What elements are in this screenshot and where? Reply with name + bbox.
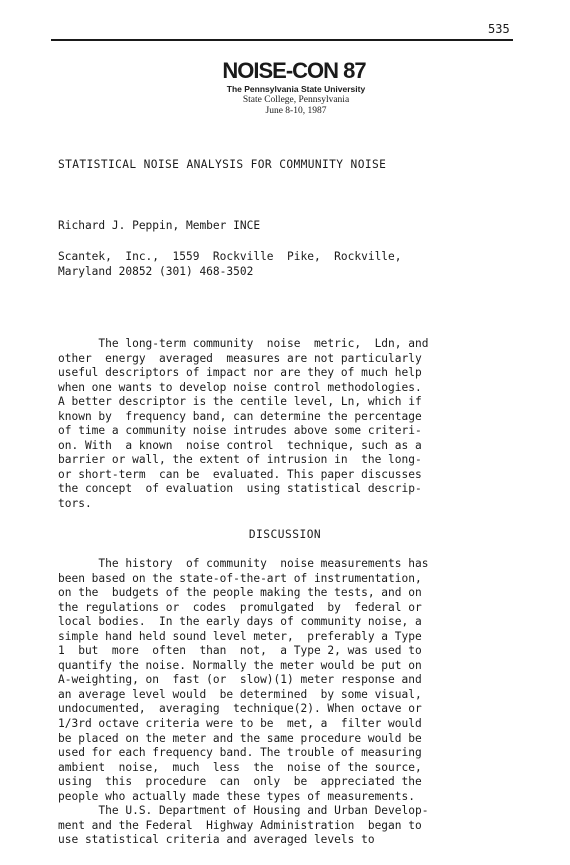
conference-dates: June 8-10, 1987	[265, 106, 327, 116]
conference-university: The Pennsylvania State University	[226, 84, 366, 94]
text-line: the regulations or codes promulgated by federal or	[58, 600, 422, 614]
text-line: A-weighting, on fast (or slow)(1) meter response and	[58, 673, 422, 687]
text-line: been based on the state-of-the-art of instrumentation,	[58, 571, 422, 585]
author-line: Richard J. Peppin, Member INCE	[58, 219, 261, 232]
abstract	[58, 337, 512, 512]
text-line: Maryland 20852 (301) 468-3502	[58, 264, 254, 278]
paper-title: STATISTICAL NOISE ANALYSIS FOR COMMUNITY NOISE	[58, 158, 387, 171]
conference-title: NOISE-CON 87	[222, 58, 366, 83]
text-line: known by frequency band, can determine the percentage	[58, 409, 422, 423]
text-line: 1/3rd octave criteria were to be met, a filter would	[58, 717, 422, 731]
text-line: The long-term community noise metric, Ldn, and	[58, 337, 429, 350]
affiliation	[58, 250, 512, 279]
text-line: using this procedure can only be appreciated the	[58, 775, 422, 789]
text-line: ment and the Federal Highway Administration began to	[58, 818, 422, 832]
text-line: barrier or wall, the extent of intrusion in the long-	[58, 453, 422, 467]
page-number: 535	[488, 22, 510, 36]
text-line: other energy averaged measures are not particularly	[58, 351, 422, 365]
text-line: useful descriptors of impact nor are they of much help	[58, 366, 422, 380]
conference-location: State College, Pennsylvania	[242, 95, 350, 105]
text-line: be placed on the meter and the same procedure would be	[58, 731, 422, 745]
text-line: A better descriptor is the centile level, Ln, which if	[58, 395, 422, 409]
section-heading: DISCUSSION	[248, 528, 322, 541]
text-line: use statistical criteria and averaged levels to	[58, 833, 375, 847]
text-line: The history of community noise measurements has	[58, 557, 429, 570]
text-line: 1 but more often than not, a Type 2, was used to	[58, 644, 422, 658]
text-line: people who actually made these types of measurements.	[58, 789, 415, 803]
text-line: on. With a known noise control technique, such as a	[58, 438, 422, 452]
text-line: The U.S. Department of Housing and Urban Develop-	[58, 804, 429, 818]
text-line: of time a community noise intrudes above some criteri-	[58, 424, 422, 438]
text-line: undocumented, averaging technique(2). When octave or	[58, 702, 422, 716]
text-line: Scantek, Inc., 1559 Rockville Pike, Rockville,	[58, 250, 402, 263]
text-line: when one wants to develop noise control methodologies.	[58, 380, 422, 394]
text-line: simple hand held sound level meter, preferably a Type	[58, 629, 422, 643]
text-line: used for each frequency band. The trouble of measuring	[58, 746, 422, 760]
text-line: an average level would be determined by some visual,	[58, 687, 422, 701]
text-line: quantify the noise. Normally the meter would be put on	[58, 658, 422, 672]
text-line: or short-term can be evaluated. This paper discusses	[58, 467, 422, 481]
conference-block	[0, 58, 570, 117]
body-text	[58, 557, 512, 848]
header-rule	[51, 39, 513, 41]
text-line: on the budgets of the people making the tests, and on	[58, 586, 422, 600]
text-line: tors.	[58, 497, 92, 511]
text-line: the concept of evaluation using statistical descrip-	[58, 482, 422, 496]
text-line: ambient noise, much less the noise of the source,	[58, 760, 422, 774]
text-line: local bodies. In the early days of community noise, a	[58, 615, 422, 629]
